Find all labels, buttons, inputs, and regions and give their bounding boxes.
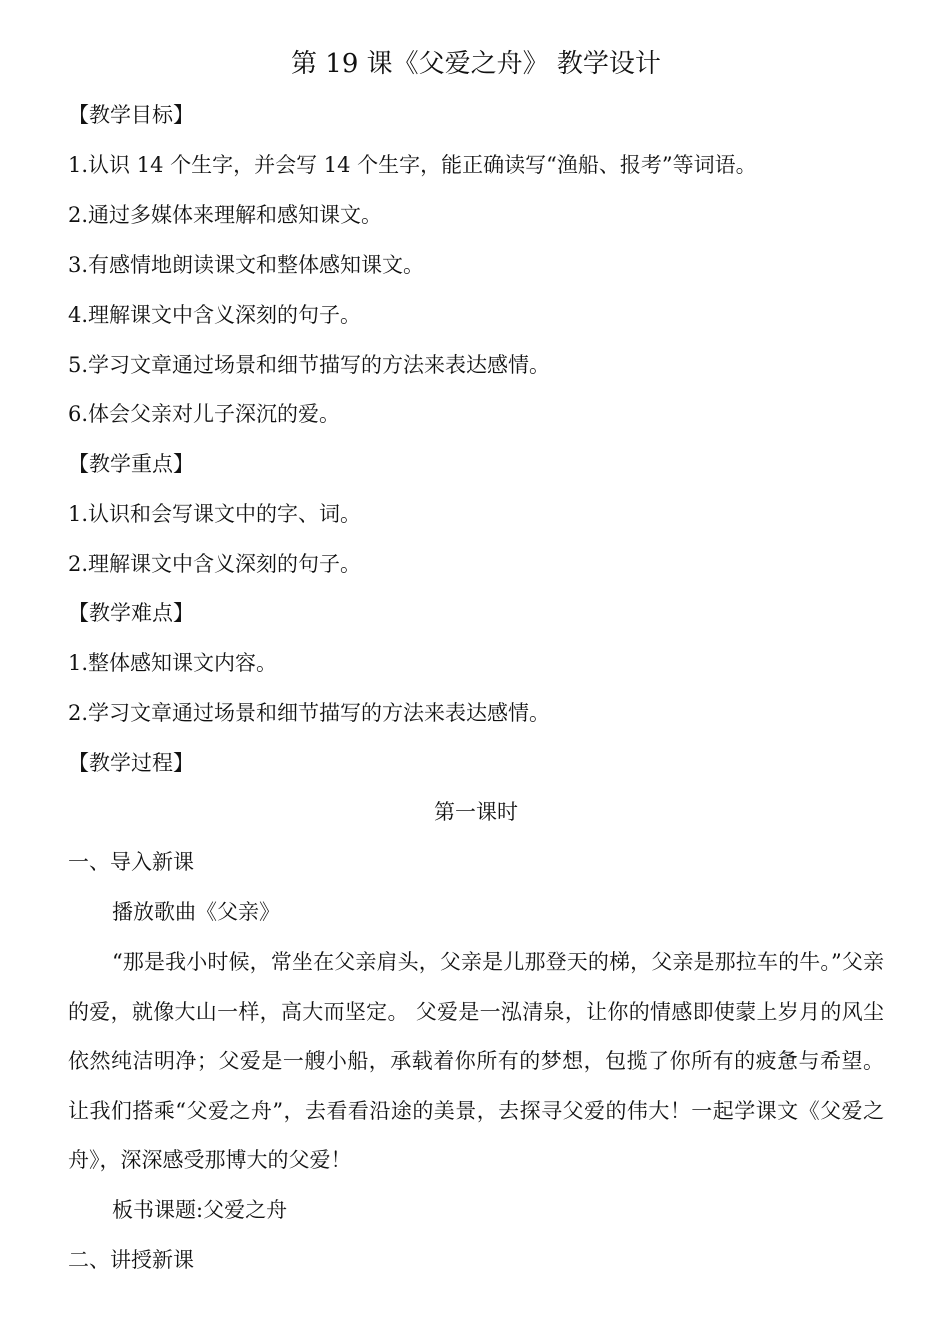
objective-item: 4.理解课文中含义深刻的句子。 xyxy=(68,303,362,327)
difficulty-item: 2.学习文章通过场景和细节描写的方法来表达感情。 xyxy=(68,701,551,725)
key-point-item: 1.认识和会写课文中的字、词。 xyxy=(68,502,362,526)
objective-item: 2.通过多媒体来理解和感知课文。 xyxy=(68,203,383,227)
key-points-heading: 【教学重点】 xyxy=(68,452,194,476)
objective-item: 3.有感情地朗读课文和整体感知课文。 xyxy=(68,253,425,277)
objective-item: 6.体会父亲对儿子深沉的爱。 xyxy=(68,402,341,426)
song-line: 播放歌曲《父亲》 xyxy=(112,900,280,924)
section-heading: 二、讲授新课 xyxy=(68,1248,194,1272)
section-heading: 一、导入新课 xyxy=(68,850,194,874)
board-title-line: 板书课题:父爱之舟 xyxy=(112,1198,288,1222)
objective-item: 5.学习文章通过场景和细节描写的方法来表达感情。 xyxy=(68,353,551,377)
intro-paragraph: “那是我小时候，常坐在父亲肩头，父亲是儿那登天的梯，父亲是那拉车的牛。”父亲的爱，就像大山一样，高大而坚定。 父爱是一泓清泉，让你的情感即使蒙上岁月的风尘依然纯洁明净；父爱是一艘小船，承载着你所有的梦想，包揽了你所有的疲惫与希望。让我们搭乘“父爱之舟”，去看看沿途的美景，去探寻父爱的伟大！一起学课文《父爱之舟》，深深感受那博大的父爱！ xyxy=(68,950,884,1172)
objectives-heading: 【教学目标】 xyxy=(68,103,194,127)
period-heading: 第一课时 xyxy=(434,800,518,824)
document-title: 第 19 课《父爱之舟》 教学设计 xyxy=(291,49,661,79)
difficulty-item: 1.整体感知课文内容。 xyxy=(68,651,278,675)
key-point-item: 2.理解课文中含义深刻的句子。 xyxy=(68,552,362,576)
process-heading: 【教学过程】 xyxy=(68,751,194,775)
objective-item: 1.认识 14 个生字，并会写 14 个生字，能正确读写“渔船、报考”等词语。 xyxy=(68,153,757,177)
difficulties-heading: 【教学难点】 xyxy=(68,601,194,625)
